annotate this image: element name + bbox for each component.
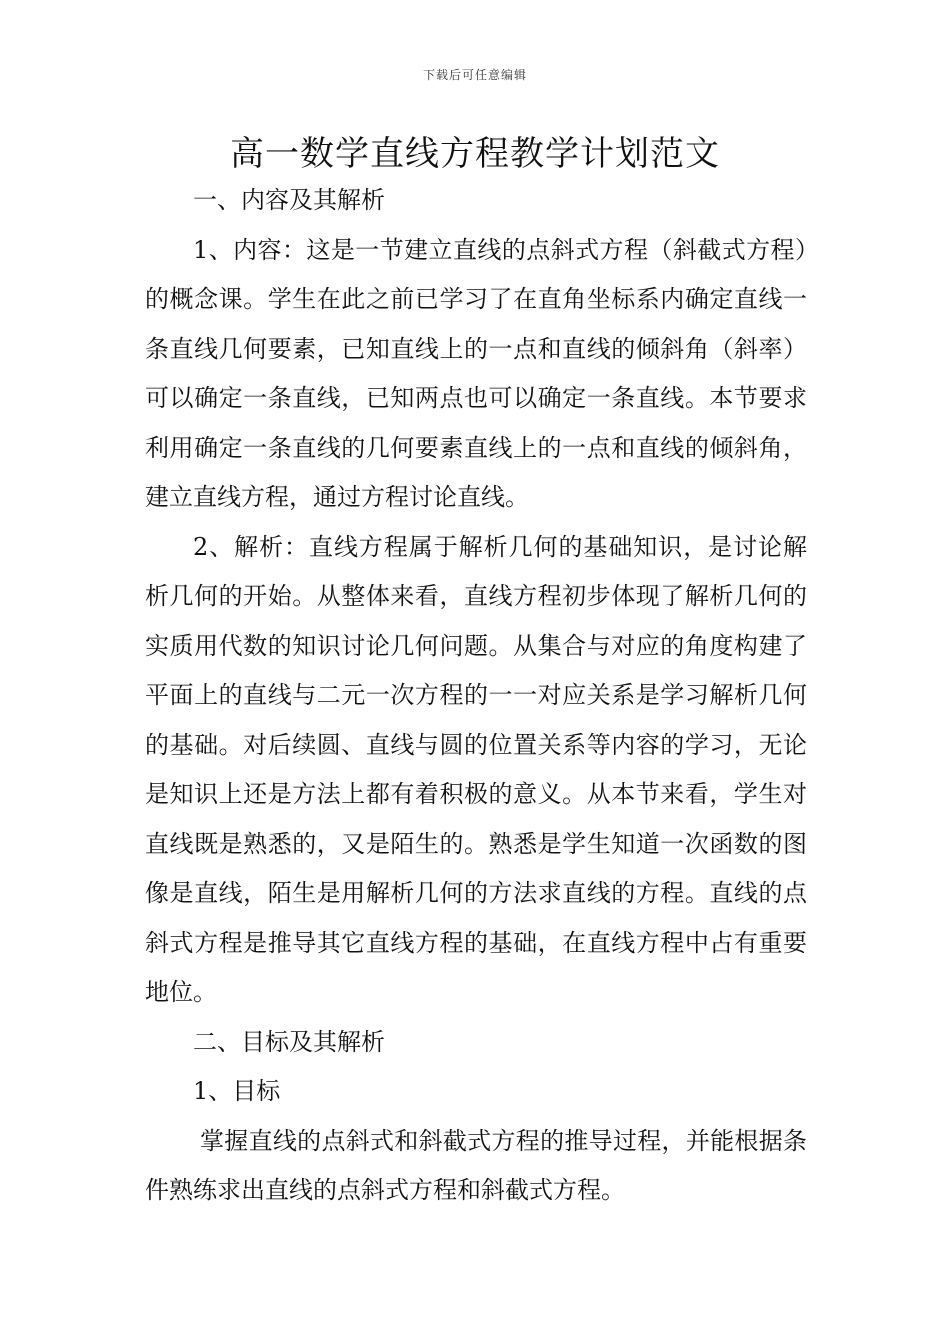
paragraph-analysis: 2、解析：直线方程属于解析几何的基础知识，是讨论解析几何的开始。从整体来看，直线方程初步体现了解析几何的实质用代数的知识讨论几何问题。从集合与对应的角度构建了平面上的直线与二元一次方程的一一对应关系是学习解析几何的基础。对后续圆、直线与圆的位置关系等内容的学习，无论是知识上还是方法上都有着积极的意义。从本节来看，学生对直线既是熟悉的，又是陌生的。熟悉是学生知道一次函数的图像是直线，陌生是用解析几何的方法求直线的方程。直线的点斜式方程是推导其它直线方程的基础，在直线方程中占有重要地位。 bbox=[145, 532, 807, 1006]
paragraph-content: 1、内容：这是一节建立直线的点斜式方程（斜截式方程）的概念课。学生在此之前已学习了在直角坐标系内确定直线一条直线几何要素，已知直线上的一点和直线的倾斜角（斜率）可以确定一条直线，已知两点也可以确定一条直线。本节要求利用确定一条直线的几何要素直线上的一点和直线的倾斜角，建立直线方程，通过方程讨论直线。 bbox=[145, 235, 807, 511]
section-heading-goals-analysis: 二、目标及其解析 bbox=[193, 1027, 385, 1056]
section-heading-content-analysis: 一、内容及其解析 bbox=[193, 186, 385, 214]
document-body bbox=[145, 176, 807, 1216]
document-title: 高一数学直线方程教学计划范文 bbox=[230, 134, 720, 174]
subheading-goals: 1、目标 bbox=[193, 1077, 281, 1105]
paragraph-goals: 掌握直线的点斜式和斜截式方程的推导过程，并能根据条件熟练求出直线的点斜式方程和斜截式方程。 bbox=[145, 1126, 807, 1204]
header-note: 下载后可任意编辑 bbox=[422, 68, 527, 82]
